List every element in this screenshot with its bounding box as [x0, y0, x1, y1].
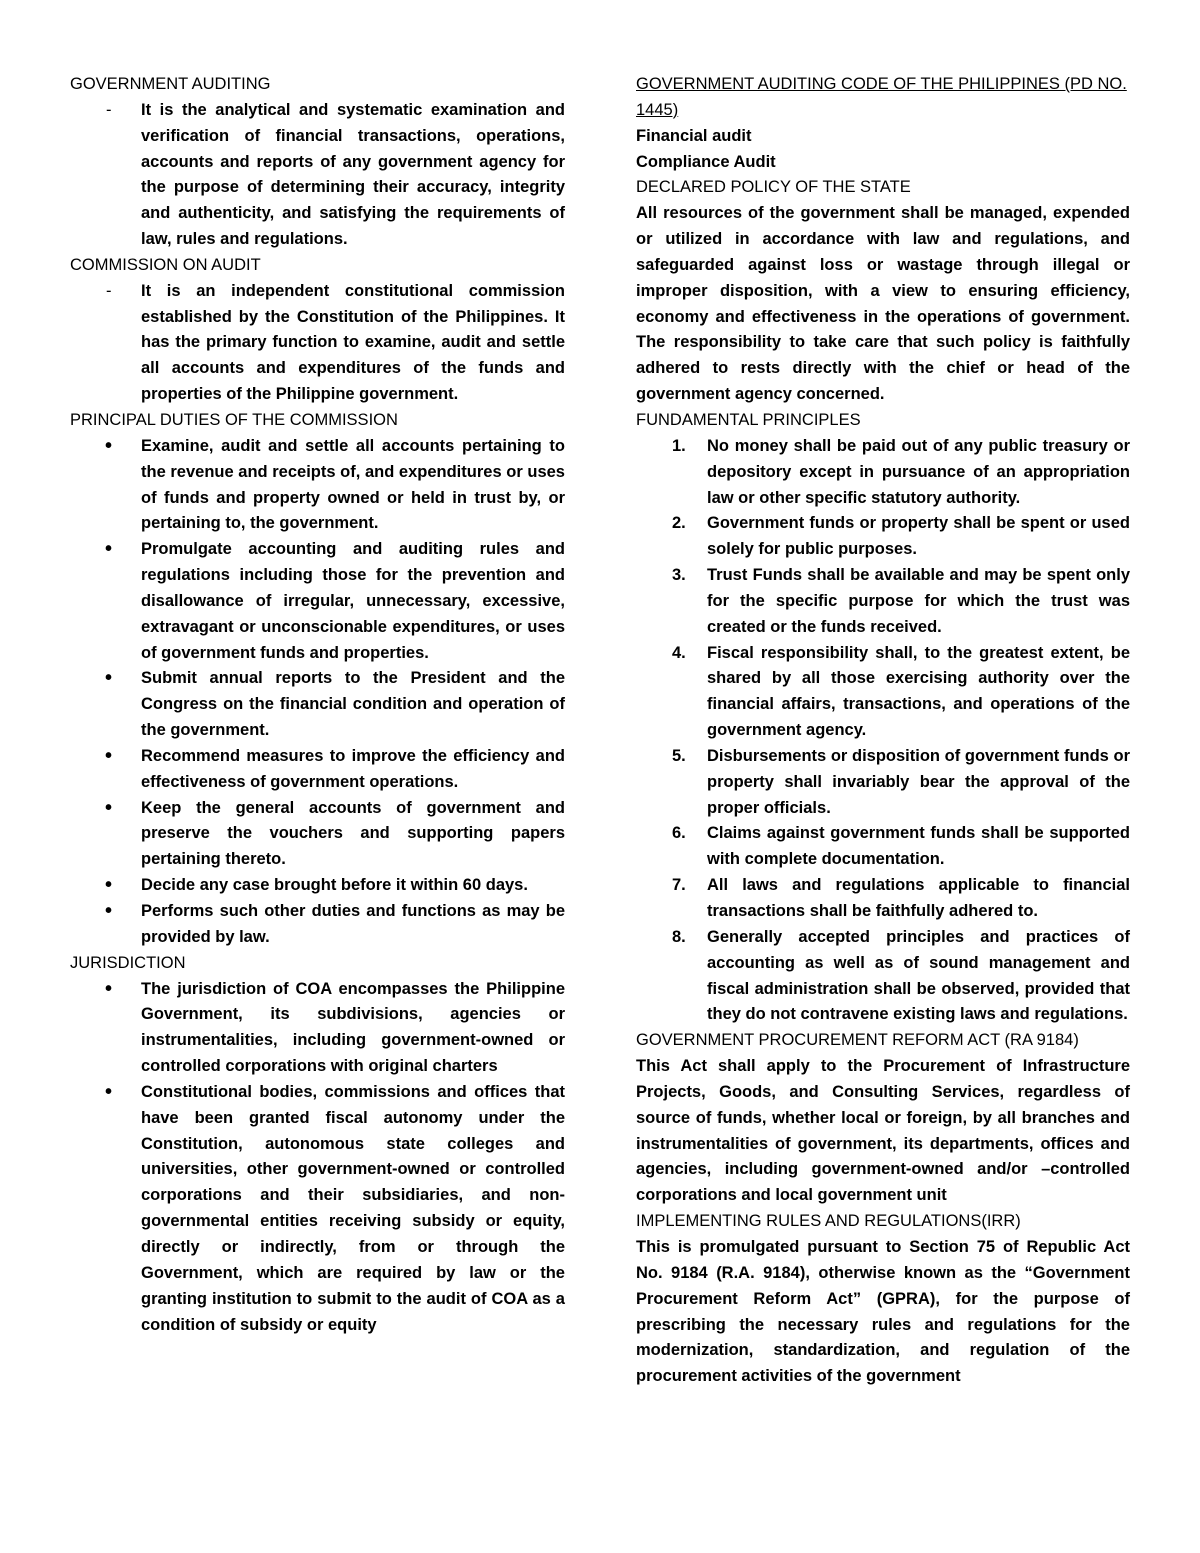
list-item: [636, 873, 1130, 925]
financial-audit-line: Financial audit: [636, 126, 752, 145]
right-column: [636, 72, 1130, 1390]
jurisdiction-list: [70, 977, 565, 1339]
section-heading-declared-policy: DECLARED POLICY OF THE STATE: [636, 178, 911, 197]
list-item: - It is an independent constitutional commission established by the Constitution of the Philippines. It has the primary function to examine, audit and settle all accounts and expenditures of the funds and properties of the Philippine government.: [70, 279, 565, 408]
list-item: [636, 563, 1130, 641]
item-number: 4.: [672, 643, 686, 662]
government-auditing-list: [70, 98, 565, 253]
list-item: • Submit annual reports to the President and the Congress on the financial condition and operation of the government.: [70, 666, 565, 744]
list-item: [636, 821, 1130, 873]
item-number: 1.: [672, 436, 686, 455]
list-item: • Keep the general accounts of government and preserve the vouchers and supporting papers pertaining thereto.: [70, 796, 565, 874]
section-heading-ra-9184: GOVERNMENT PROCUREMENT REFORM ACT (RA 9184): [636, 1031, 1079, 1050]
section-heading-jurisdiction: JURISDICTION: [70, 953, 186, 972]
declared-policy-paragraph: All resources of the government shall be managed, expended or utilized in accordance with law and regulations, and safeguarded against loss or wastage through illegal or improper disposition, with a view to ensuring efficiency, economy and effectiveness in the operations of government. The responsibility to take care that such policy is faithfully adhered to rests directly with the chief or head of the government agency concerned.: [636, 204, 1130, 404]
item-number: 6.: [672, 824, 686, 843]
list-item: • The jurisdiction of COA encompasses the Philippine Government, its subdivisions, agencies or instrumentalities, including government-owned or controlled corporations with original charters: [70, 977, 565, 1080]
list-item: • Constitutional bodies, commissions and offices that have been granted fiscal autonomy under the Constitution, autonomous state colleges and universities, other government-owned or controlled corporations and their subsidiaries, and non-governmental entities receiving subsidy or equity, directly or indirectly, from or through the Government, which are required by law or the granting institution to submit to the audit of COA as a condition of subsidy or equity: [70, 1080, 565, 1338]
list-item: • Decide any case brought before it within 60 days.: [70, 873, 565, 899]
item-text: Government funds or property shall be spent or used solely for public purposes.: [707, 514, 1130, 559]
item-text: No money shall be paid out of any public treasury or depository except in pursuance of an appropriation law or other specific statutory authority.: [707, 436, 1130, 507]
item-number: 5.: [672, 746, 686, 765]
list-item: [636, 925, 1130, 1028]
fundamental-principles-list: [636, 434, 1130, 1028]
list-item: [636, 641, 1130, 744]
section-heading-pd-1445: GOVERNMENT AUDITING CODE OF THE PHILIPPINES (PD NO. 1445): [636, 75, 1127, 119]
list-item: • Examine, audit and settle all accounts pertaining to the revenue and receipts of, and expenditures or uses of funds and property owned or held in trust by, or pertaining to, the government.: [70, 434, 565, 537]
item-text: Fiscal responsibility shall, to the greatest extent, be shared by all those exercising authority over the financial affairs, transactions, and operations of the government agency.: [707, 643, 1130, 740]
item-number: 3.: [672, 566, 686, 585]
list-item: [636, 744, 1130, 822]
compliance-audit-line: Compliance Audit: [636, 152, 776, 171]
list-item: • Performs such other duties and functions as may be provided by law.: [70, 899, 565, 951]
item-number: 8.: [672, 927, 686, 946]
item-text: Disbursements or disposition of government funds or property shall invariably bear the approval of the proper officials.: [707, 746, 1130, 817]
item-number: 7.: [672, 876, 686, 895]
item-text: Generally accepted principles and practices of accounting as well as of sound management and fiscal administration shall be observed, provided that they do not contravene existing laws and regulations.: [707, 927, 1130, 1024]
section-heading-fundamental-principles: FUNDAMENTAL PRINCIPLES: [636, 410, 861, 429]
item-text: All laws and regulations applicable to financial transactions shall be faithfully adhered to.: [707, 876, 1130, 920]
commission-on-audit-list: [70, 279, 565, 408]
list-item: • Promulgate accounting and auditing rules and regulations including those for the prevention and disallowance of irregular, unnecessary, excessive, extravagant or unconscionable expenditures, or uses of government funds and properties.: [70, 537, 565, 666]
item-text: Trust Funds shall be available and may be spent only for the specific purpose for which the trust was created or the funds received.: [707, 566, 1130, 636]
irr-paragraph: This is promulgated pursuant to Section 75 of Republic Act No. 9184 (R.A. 9184), otherwise known as the “Government Procurement Reform Act” (GPRA), for the purpose of prescribing the necessary rules and regulations for the modernization, standardization, and regulation of the procurement activities of the government: [636, 1237, 1130, 1386]
ra-9184-paragraph: This Act shall apply to the Procurement of Infrastructure Projects, Goods, and Consulting Services, regardless of source of funds, whether local or foreign, by all branches and instrumentalities of government, its departments, offices and agencies, including government-owned and/or –controlled corporations and local government unit: [636, 1057, 1130, 1205]
list-item: [636, 511, 1130, 563]
section-heading-irr: IMPLEMENTING RULES AND REGULATIONS(IRR): [636, 1212, 1021, 1231]
list-item: - It is the analytical and systematic examination and verification of financial transactions, operations, accounts and reports of any government agency for the purpose of determining their accuracy, integrity and authenticity, and satisfying the requirements of law, rules and regulations.: [70, 98, 565, 253]
section-heading-commission-on-audit: COMMISSION ON AUDIT: [70, 255, 261, 274]
item-number: 2.: [672, 514, 686, 533]
section-heading-government-auditing: GOVERNMENT AUDITING: [70, 75, 271, 93]
list-item: • Recommend measures to improve the efficiency and effectiveness of government operations.: [70, 744, 565, 796]
list-item: [636, 434, 1130, 512]
item-text: Claims against government funds shall be supported with complete documentation.: [707, 824, 1130, 869]
section-heading-principal-duties: PRINCIPAL DUTIES OF THE COMMISSION: [70, 410, 398, 429]
principal-duties-list: [70, 434, 565, 951]
left-column: [70, 72, 565, 1338]
